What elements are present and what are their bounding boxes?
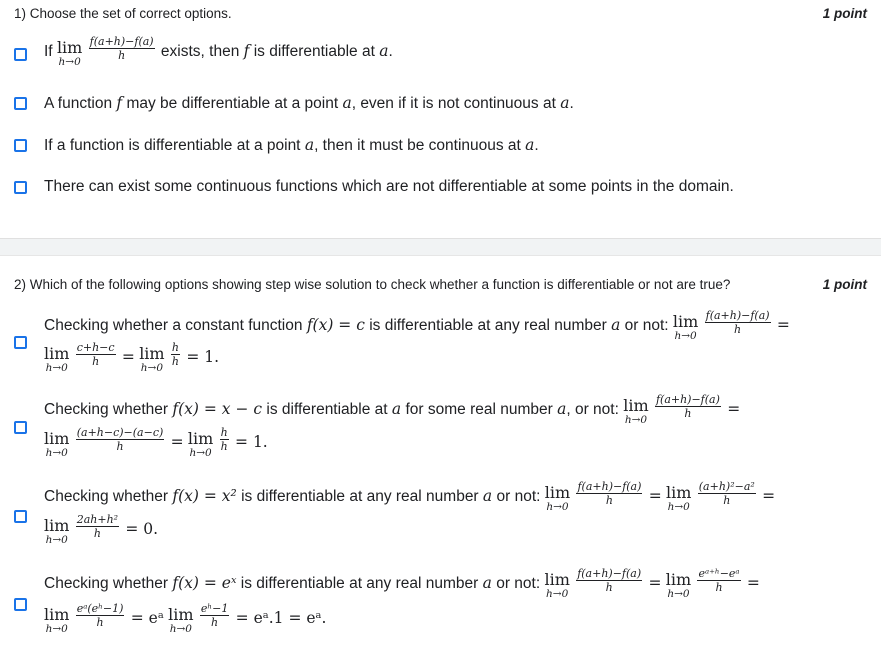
limit-operator: lim h→0 (187, 429, 214, 459)
difference-quotient: $\frac{f(a+h)-f(a)}{h}$ (89, 34, 154, 63)
limit-operator: lim h→0 (44, 429, 70, 459)
question-separator (0, 238, 881, 256)
q1-option-2-label[interactable]: A function f may be differentiable at a point a, even if it is not continuous at a. (44, 94, 574, 112)
q1-option-1-label[interactable]: If lim h→0 $\frac{f(a+h)-f(a)}{h}$ exists, then f is differentiable at a. (44, 34, 393, 68)
limit-operator: lim h→0 (44, 344, 70, 374)
limit-operator: lim h→0 (665, 570, 692, 600)
q2-option-2-checkbox[interactable] (14, 421, 27, 434)
q2-option-4-checkbox[interactable] (14, 598, 27, 611)
q2-option-1-checkbox[interactable] (14, 336, 27, 349)
limit-operator: lim h→0 (139, 344, 165, 374)
q1-option-4-label[interactable]: There can exist some continuous functions which are not differentiable at some points in the domain. (44, 178, 734, 195)
question-2-points: 1 point (822, 277, 867, 292)
limit-operator: lim h→0 (168, 605, 194, 635)
limit-operator: lim h→0 (623, 396, 649, 426)
limit-operator: lim h→0 (544, 483, 571, 513)
question-1-points: 1 point (822, 6, 867, 21)
limit-operator: lim h→0 (44, 605, 70, 635)
limit-operator: lim h→0 (666, 483, 692, 513)
q1-option-1-checkbox[interactable] (14, 48, 27, 61)
q1-option-4-checkbox[interactable] (14, 181, 27, 194)
q1-option-3-checkbox[interactable] (14, 139, 27, 152)
limit-operator: lim h→0 (56, 38, 83, 68)
limit-operator: lim h→0 (44, 516, 70, 546)
q1-option-2-checkbox[interactable] (14, 97, 27, 110)
question-2-title: 2) Which of the following options showing step wise solution to check whether a function is differentiable or not are true? (14, 277, 731, 292)
limit-operator: lim h→0 (544, 570, 570, 600)
question-1-title: 1) Choose the set of correct options. (14, 6, 232, 21)
q1-option-3-label[interactable]: If a function is differentiable at a point a, then it must be continuous at a. (44, 136, 539, 154)
limit-operator: lim h→0 (672, 312, 699, 342)
q2-option-3-checkbox[interactable] (14, 510, 27, 523)
